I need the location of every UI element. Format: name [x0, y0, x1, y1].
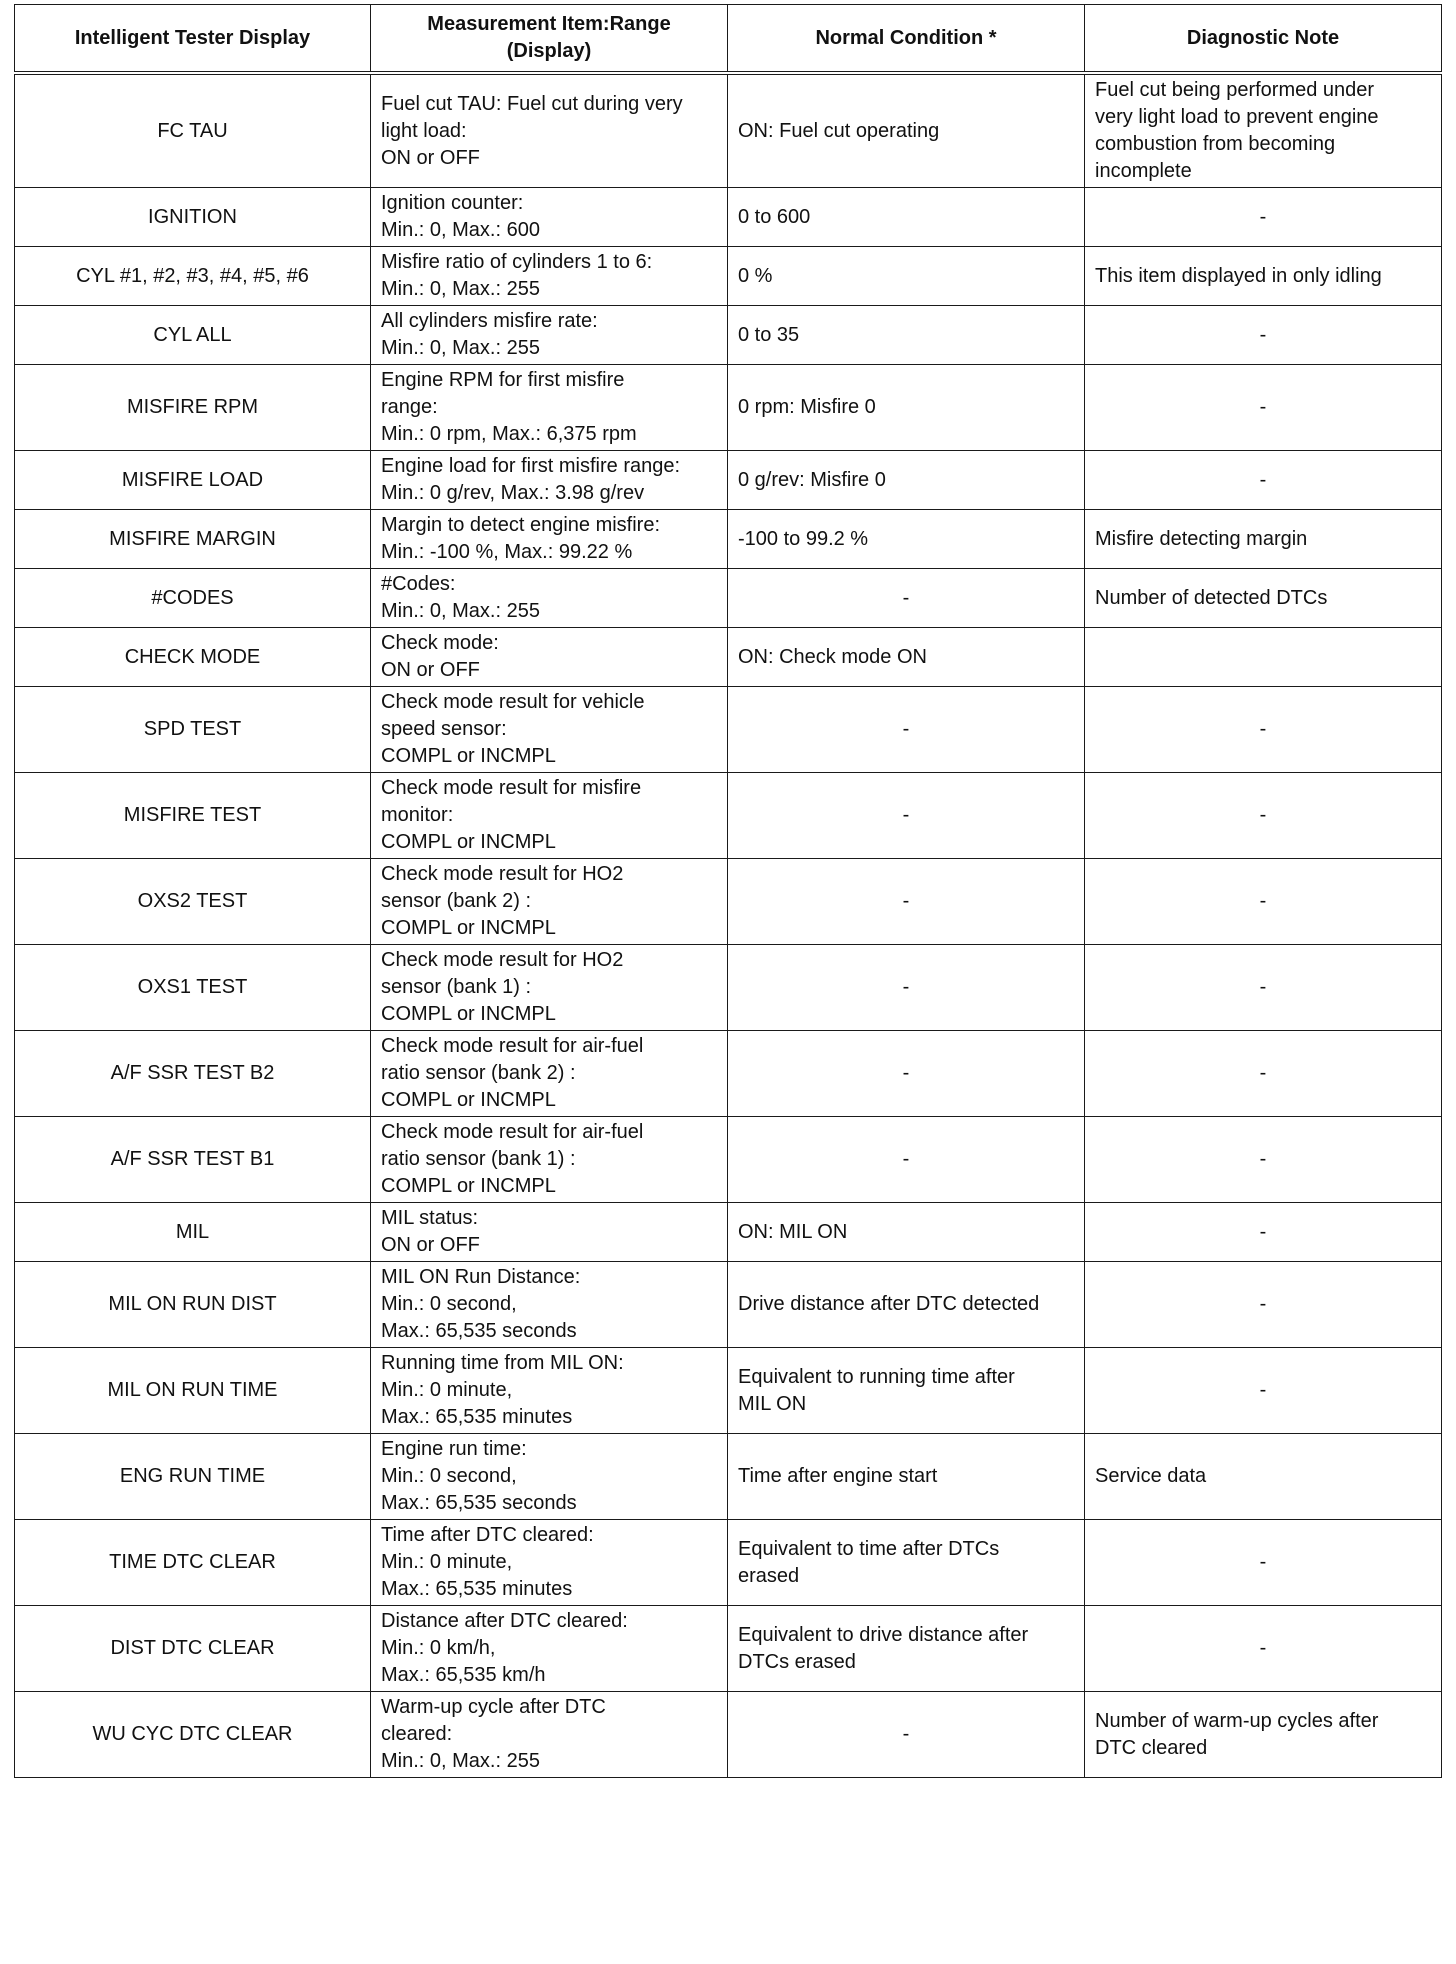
cell-tester-display: A/F SSR TEST B2	[15, 1031, 371, 1117]
cell-normal-condition	[728, 451, 1085, 510]
cell-measurement-range-line: Check mode result for air-fuel	[381, 1121, 644, 1143]
cell-measurement-range-line: Distance after DTC cleared:	[381, 1610, 628, 1632]
cell-diagnostic-note-line: -	[1259, 718, 1267, 740]
cell-measurement-range	[371, 859, 728, 945]
cell-measurement-range-line: Engine run time:	[381, 1438, 527, 1460]
cell-normal-condition	[728, 365, 1085, 451]
cell-tester-display: MISFIRE LOAD	[15, 451, 371, 510]
cell-diagnostic-note	[1085, 1348, 1442, 1434]
table-row	[15, 1434, 1442, 1520]
cell-measurement-range	[371, 1348, 728, 1434]
cell-normal-condition-line: -100 to 99.2 %	[738, 527, 869, 550]
table-row	[15, 1520, 1442, 1606]
cell-diagnostic-note-line: -	[1259, 1220, 1267, 1243]
cell-measurement-range-line: Min.: 0, Max.: 255	[381, 337, 540, 359]
cell-measurement-range-line: Check mode result for vehicle	[381, 691, 645, 713]
cell-measurement-range	[371, 247, 728, 306]
cell-measurement-range-line: Min.: 0, Max.: 255	[381, 278, 540, 300]
cell-normal-condition	[728, 628, 1085, 687]
cell-diagnostic-note	[1085, 1031, 1442, 1117]
cell-tester-display: MISFIRE MARGIN	[15, 510, 371, 569]
table-row	[15, 569, 1442, 628]
cell-normal-condition	[728, 510, 1085, 569]
cell-measurement-range-line: MIL status:	[381, 1207, 479, 1229]
cell-measurement-range-line: COMPL or INCMPL	[381, 1175, 556, 1197]
cell-tester-display: MISFIRE RPM	[15, 365, 371, 451]
cell-diagnostic-note	[1085, 1606, 1442, 1692]
table-row	[15, 687, 1442, 773]
cell-measurement-range-line: speed sensor:	[381, 718, 507, 740]
cell-diagnostic-note	[1085, 1203, 1442, 1262]
cell-measurement-range-line: Min.: 0 g/rev, Max.: 3.98 g/rev	[381, 482, 645, 504]
table-row	[15, 1031, 1442, 1117]
cell-diagnostic-note-line: -	[1259, 976, 1267, 998]
cell-diagnostic-note-line: Misfire detecting margin	[1095, 527, 1308, 550]
cell-diagnostic-note-line: -	[1259, 1148, 1267, 1170]
cell-measurement-range-line: Engine load for first misfire range:	[381, 455, 681, 477]
cell-measurement-range-line: Warm-up cycle after DTC	[381, 1696, 606, 1718]
cell-normal-condition-line: 0 g/rev: Misfire 0	[738, 468, 886, 491]
cell-measurement-range-line: Running time from MIL ON:	[381, 1352, 624, 1374]
table-row	[15, 510, 1442, 569]
cell-measurement-range-line: ON or OFF	[381, 1234, 480, 1256]
cell-tester-display: IGNITION	[15, 188, 371, 247]
cell-measurement-range	[371, 451, 728, 510]
cell-tester-display: #CODES	[15, 569, 371, 628]
diagnostic-data-sheet	[14, 4, 1441, 1778]
cell-diagnostic-note	[1085, 247, 1442, 306]
cell-measurement-range-line: Engine RPM for first misfire	[381, 369, 625, 391]
cell-normal-condition	[728, 1606, 1085, 1692]
cell-diagnostic-note-line: combustion from becoming	[1095, 133, 1336, 155]
cell-diagnostic-note	[1085, 569, 1442, 628]
cell-measurement-range	[371, 1606, 728, 1692]
cell-diagnostic-note-line: Service data	[1095, 1465, 1207, 1487]
cell-measurement-range-line: COMPL or INCMPL	[381, 1003, 556, 1025]
cell-measurement-range	[371, 687, 728, 773]
cell-measurement-range	[371, 945, 728, 1031]
table-row	[15, 859, 1442, 945]
cell-normal-condition-line: -	[902, 586, 910, 609]
cell-normal-condition-line: Equivalent to running time after	[738, 1365, 1015, 1388]
table-row	[15, 306, 1442, 365]
cell-normal-condition	[728, 1203, 1085, 1262]
cell-diagnostic-note-line: incomplete	[1095, 160, 1192, 182]
cell-normal-condition-line: DTCs erased	[738, 1650, 856, 1673]
cell-measurement-range-line: COMPL or INCMPL	[381, 831, 556, 853]
cell-measurement-range-line: Max.: 65,535 km/h	[381, 1664, 546, 1686]
cell-normal-condition-line: Equivalent to drive distance after	[738, 1623, 1029, 1646]
cell-diagnostic-note	[1085, 945, 1442, 1031]
table-row	[15, 365, 1442, 451]
cell-diagnostic-note	[1085, 451, 1442, 510]
header-measurement-item-range: Measurement Item:Range (Display)	[371, 5, 728, 74]
cell-measurement-range-line: Max.: 65,535 minutes	[381, 1578, 573, 1600]
cell-diagnostic-note	[1085, 1692, 1442, 1778]
cell-tester-display: DIST DTC CLEAR	[15, 1606, 371, 1692]
cell-tester-display: CYL ALL	[15, 306, 371, 365]
table-row	[15, 1692, 1442, 1778]
cell-normal-condition	[728, 1117, 1085, 1203]
cell-measurement-range-line: COMPL or INCMPL	[381, 1089, 556, 1111]
cell-normal-condition-line: 0 to 35	[738, 323, 800, 346]
cell-measurement-range-line: Min.: 0, Max.: 255	[381, 600, 540, 622]
cell-normal-condition-line: Time after engine start	[738, 1465, 938, 1487]
table-row	[15, 73, 1442, 188]
table-row	[15, 1117, 1442, 1203]
table-body	[15, 73, 1442, 1778]
cell-measurement-range	[371, 365, 728, 451]
cell-normal-condition	[728, 188, 1085, 247]
table-row	[15, 1203, 1442, 1262]
cell-normal-condition-line: MIL ON	[738, 1392, 807, 1415]
cell-diagnostic-note	[1085, 188, 1442, 247]
cell-diagnostic-note-line: -	[1259, 205, 1267, 228]
cell-diagnostic-note	[1085, 1434, 1442, 1520]
cell-tester-display: SPD TEST	[15, 687, 371, 773]
cell-diagnostic-note	[1085, 306, 1442, 365]
cell-measurement-range-line: Min.: 0 rpm, Max.: 6,375 rpm	[381, 423, 637, 445]
cell-measurement-range-line: light load:	[381, 119, 467, 142]
cell-tester-display: A/F SSR TEST B1	[15, 1117, 371, 1203]
cell-measurement-range-line: Max.: 65,535 seconds	[381, 1492, 577, 1514]
cell-measurement-range-line: monitor:	[381, 804, 454, 826]
cell-measurement-range-line: Min.: 0 km/h,	[381, 1637, 496, 1659]
cell-normal-condition	[728, 773, 1085, 859]
cell-measurement-range-line: Margin to detect engine misfire:	[381, 514, 661, 536]
cell-diagnostic-note-line: Number of warm-up cycles after	[1095, 1709, 1379, 1732]
cell-diagnostic-note	[1085, 73, 1442, 188]
header-normal-condition: Normal Condition *	[728, 5, 1085, 74]
cell-measurement-range	[371, 1262, 728, 1348]
cell-measurement-range-line: Min.: 0 minute,	[381, 1551, 513, 1573]
cell-normal-condition-line: -	[902, 718, 910, 740]
cell-tester-display: CHECK MODE	[15, 628, 371, 687]
cell-measurement-range-line: Min.: -100 %, Max.: 99.22 %	[381, 541, 633, 563]
cell-diagnostic-note-line: Number of detected DTCs	[1095, 586, 1328, 609]
cell-measurement-range-line: cleared:	[381, 1723, 453, 1745]
cell-diagnostic-note-line: DTC cleared	[1095, 1736, 1208, 1759]
cell-tester-display: TIME DTC CLEAR	[15, 1520, 371, 1606]
cell-measurement-range-line: Ignition counter:	[381, 192, 524, 214]
cell-measurement-range	[371, 1203, 728, 1262]
cell-measurement-range	[371, 628, 728, 687]
cell-normal-condition	[728, 1262, 1085, 1348]
cell-measurement-range-line: ratio sensor (bank 1) :	[381, 1148, 576, 1170]
cell-measurement-range-line: Fuel cut TAU: Fuel cut during very	[381, 92, 683, 115]
cell-diagnostic-note-line: -	[1259, 804, 1267, 826]
cell-measurement-range-line: Check mode result for misfire	[381, 777, 642, 799]
cell-measurement-range-line: Check mode result for HO2	[381, 949, 624, 971]
cell-measurement-range-line: ON or OFF	[381, 146, 480, 169]
table-row	[15, 945, 1442, 1031]
cell-measurement-range-line: All cylinders misfire rate:	[381, 310, 598, 332]
cell-tester-display: OXS2 TEST	[15, 859, 371, 945]
cell-normal-condition	[728, 247, 1085, 306]
cell-diagnostic-note-line: Fuel cut being performed under	[1095, 79, 1375, 101]
cell-normal-condition	[728, 569, 1085, 628]
cell-measurement-range	[371, 188, 728, 247]
data-list-table	[14, 4, 1442, 1778]
cell-measurement-range-line: Min.: 0, Max.: 600	[381, 219, 540, 241]
cell-normal-condition-line: ON: Fuel cut operating	[738, 119, 940, 142]
cell-normal-condition	[728, 1520, 1085, 1606]
cell-diagnostic-note	[1085, 1117, 1442, 1203]
cell-diagnostic-note	[1085, 510, 1442, 569]
cell-measurement-range-line: MIL ON Run Distance:	[381, 1266, 581, 1288]
cell-measurement-range-line: Time after DTC cleared:	[381, 1524, 594, 1546]
table-row	[15, 188, 1442, 247]
cell-measurement-range	[371, 1031, 728, 1117]
cell-tester-display: MIL ON RUN DIST	[15, 1262, 371, 1348]
table-row	[15, 247, 1442, 306]
cell-tester-display: MIL	[15, 1203, 371, 1262]
cell-normal-condition	[728, 945, 1085, 1031]
cell-diagnostic-note	[1085, 365, 1442, 451]
cell-diagnostic-note	[1085, 859, 1442, 945]
cell-normal-condition-line: ON: MIL ON	[738, 1220, 848, 1243]
cell-measurement-range-line: range:	[381, 396, 438, 418]
header-row	[15, 5, 1442, 74]
cell-diagnostic-note	[1085, 773, 1442, 859]
cell-normal-condition-line: ON: Check mode ON	[738, 645, 927, 668]
cell-normal-condition-line: -	[902, 804, 910, 826]
cell-measurement-range-line: sensor (bank 1) :	[381, 976, 532, 998]
cell-measurement-range-line: Misfire ratio of cylinders 1 to 6:	[381, 251, 653, 273]
cell-normal-condition-line: erased	[738, 1564, 800, 1587]
cell-normal-condition-line: -	[902, 1723, 910, 1745]
table-row	[15, 628, 1442, 687]
cell-normal-condition	[728, 687, 1085, 773]
cell-measurement-range-line: ON or OFF	[381, 659, 480, 681]
cell-measurement-range-line: Check mode:	[381, 632, 499, 654]
cell-diagnostic-note-line: very light load to prevent engine	[1095, 106, 1379, 128]
table-row	[15, 1262, 1442, 1348]
cell-measurement-range	[371, 1434, 728, 1520]
header-intelligent-tester-display: Intelligent Tester Display	[15, 5, 371, 74]
cell-diagnostic-note	[1085, 628, 1442, 687]
cell-measurement-range	[371, 306, 728, 365]
cell-measurement-range-line: Max.: 65,535 minutes	[381, 1406, 573, 1428]
cell-measurement-range-line: COMPL or INCMPL	[381, 745, 556, 767]
cell-measurement-range	[371, 569, 728, 628]
cell-measurement-range-line: #Codes:	[381, 573, 456, 595]
cell-measurement-range-line: Min.: 0 second,	[381, 1293, 517, 1315]
table-header	[15, 5, 1442, 74]
cell-measurement-range	[371, 773, 728, 859]
table-row	[15, 773, 1442, 859]
cell-measurement-range-line: ratio sensor (bank 2) :	[381, 1062, 576, 1084]
table-row	[15, 451, 1442, 510]
cell-measurement-range	[371, 1117, 728, 1203]
cell-measurement-range-line: Max.: 65,535 seconds	[381, 1320, 577, 1342]
cell-diagnostic-note-line: This item displayed in only idling	[1095, 264, 1382, 287]
cell-normal-condition-line: -	[902, 890, 910, 912]
cell-normal-condition-line: -	[902, 1148, 910, 1170]
cell-tester-display: CYL #1, #2, #3, #4, #5, #6	[15, 247, 371, 306]
cell-measurement-range-line: Min.: 0 second,	[381, 1465, 517, 1487]
cell-normal-condition-line: 0 rpm: Misfire 0	[738, 396, 876, 418]
cell-normal-condition-line: -	[902, 976, 910, 998]
cell-measurement-range-line: sensor (bank 2) :	[381, 890, 532, 912]
cell-normal-condition	[728, 306, 1085, 365]
cell-normal-condition-line: -	[902, 1062, 910, 1084]
cell-normal-condition	[728, 1031, 1085, 1117]
cell-tester-display: WU CYC DTC CLEAR	[15, 1692, 371, 1778]
cell-measurement-range	[371, 1692, 728, 1778]
cell-measurement-range-line: Min.: 0, Max.: 255	[381, 1750, 540, 1772]
cell-measurement-range	[371, 1520, 728, 1606]
cell-diagnostic-note	[1085, 1520, 1442, 1606]
cell-normal-condition-line: 0 %	[738, 264, 773, 287]
cell-normal-condition-line: Drive distance after DTC detected	[738, 1293, 1040, 1315]
cell-measurement-range-line: COMPL or INCMPL	[381, 917, 556, 939]
cell-measurement-range-line: Check mode result for air-fuel	[381, 1035, 644, 1057]
cell-diagnostic-note-line: -	[1259, 1637, 1267, 1659]
cell-measurement-range	[371, 510, 728, 569]
cell-normal-condition	[728, 73, 1085, 188]
cell-normal-condition	[728, 1434, 1085, 1520]
cell-diagnostic-note-line: -	[1259, 1062, 1267, 1084]
cell-diagnostic-note-line: -	[1259, 323, 1267, 346]
cell-diagnostic-note-line: -	[1259, 1379, 1267, 1401]
cell-normal-condition	[728, 859, 1085, 945]
cell-measurement-range-line: Min.: 0 minute,	[381, 1379, 513, 1401]
cell-diagnostic-note-line: -	[1259, 396, 1267, 418]
cell-tester-display: MIL ON RUN TIME	[15, 1348, 371, 1434]
cell-diagnostic-note-line: -	[1259, 1551, 1267, 1573]
header-diagnostic-note: Diagnostic Note	[1085, 5, 1442, 74]
table-row	[15, 1606, 1442, 1692]
cell-diagnostic-note-line: -	[1259, 890, 1267, 912]
cell-tester-display: FC TAU	[15, 73, 371, 188]
cell-tester-display: OXS1 TEST	[15, 945, 371, 1031]
cell-diagnostic-note-line: -	[1259, 1293, 1267, 1315]
cell-diagnostic-note	[1085, 1262, 1442, 1348]
cell-diagnostic-note	[1085, 687, 1442, 773]
cell-tester-display: MISFIRE TEST	[15, 773, 371, 859]
cell-normal-condition	[728, 1348, 1085, 1434]
cell-measurement-range-line: Check mode result for HO2	[381, 863, 624, 885]
cell-normal-condition-line: Equivalent to time after DTCs	[738, 1537, 1000, 1560]
table-row	[15, 1348, 1442, 1434]
cell-diagnostic-note-line: -	[1259, 468, 1267, 491]
cell-measurement-range	[371, 73, 728, 188]
cell-normal-condition-line: 0 to 600	[738, 205, 811, 228]
cell-normal-condition	[728, 1692, 1085, 1778]
cell-tester-display: ENG RUN TIME	[15, 1434, 371, 1520]
